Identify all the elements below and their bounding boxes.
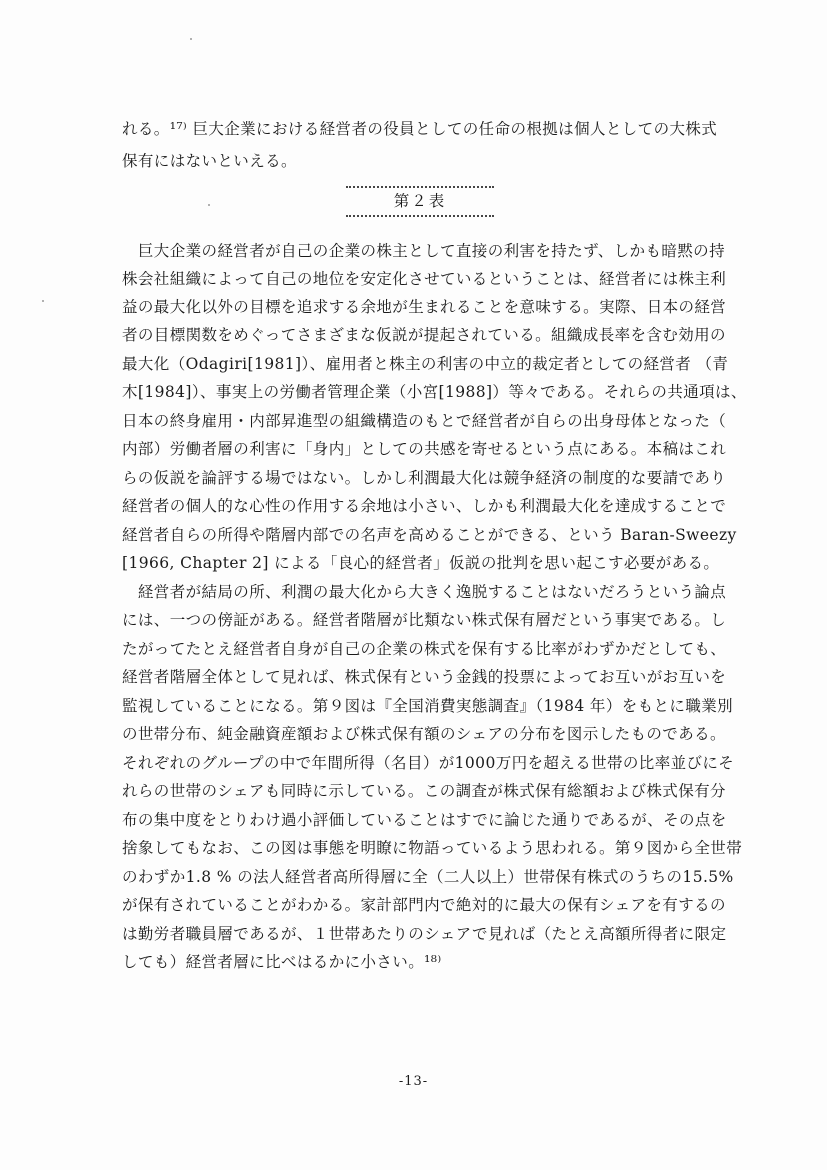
text-line: 布の集中度をとりわけ過小評価していることはすでに論じた通りであるが、その点を: [122, 811, 727, 829]
text-line: 者の目標関数をめぐってさまざまな仮説が提起されている。組織成長率を含む効用の: [122, 326, 726, 344]
text-line: れる。¹⁷⁾ 巨大企業における経営者の役員としての任命の根拠は個人としての大株式: [122, 120, 718, 138]
text-line: の世帯分布、純金融資産額および株式保有額のシェアの分布を図示したものである。: [122, 725, 726, 743]
text-line: らの仮説を論評する場ではない。しかし利潤最大化は競争経済の制度的な要請であり: [122, 469, 727, 487]
text-line: 木[1984]）、事実上の労働者管理企業（小宮[1988]）等々である。それらの共通項は、: [122, 383, 747, 401]
text-line: が保有されていることがわかる。家計部門内で絶対的に最大の保有シェアを有するの: [122, 896, 726, 914]
text-line: 内部）労働者層の利害に「身内」としての共感を寄せるという点にある。本稿はこれ: [122, 440, 727, 458]
text-line: 経営者の個人的な心性の作用する余地は小さい、しかも利潤最大化を達成することで: [122, 497, 727, 515]
text-line: 保有にはないといえる。: [122, 152, 297, 170]
text-line: には、一つの傍証がある。経営者階層が比類ない株式保有層だという事実である。し: [122, 611, 727, 629]
scan-speck: [42, 300, 44, 302]
text-line: 経営者自らの所得や階層内部での名声を高めることができる、という Baran-Sweezy: [122, 526, 737, 544]
text-line: 監視していることになる。第９図は『全国消費実態調査』（1984 年）をもとに職業別: [122, 697, 734, 715]
text-line: 捨象してもなお、この図は事態を明瞭に物語っているよう思われる。第９図から全世帯: [122, 839, 743, 857]
text-line: 巨大企業の経営者が自己の企業の株主として直接の利害を持たず、しかも暗黙の持: [122, 242, 725, 260]
text-line: 株会社組織によって自己の地位を安定化させているということは、経営者には株主利: [122, 270, 727, 288]
scan-speck: [208, 204, 210, 206]
text-line: それぞれのグループの中で年間所得（名目）が1000万円を超える世帯の比率並びにそ: [122, 754, 735, 772]
text-line: 最大化（Odagiri[1981]）、雇用者と株主の利害の中立的裁定者としての経営者 （青: [122, 355, 729, 373]
text-line: 経営者階層全体として見れば、株式保有という金銭的投票によってお互いがお互いを: [122, 668, 727, 686]
table-caption: 第２表: [393, 192, 447, 210]
text-line: 経営者が結局の所、利潤の最大化から大きく逸脱することはないだろうという論点: [122, 583, 727, 601]
text-line: のわずか1.8 % の法人経営者高所得層に全（二人以上）世帯保有株式のうちの15.5%: [122, 868, 734, 886]
text-line: たがってたとえ経営者自身が自己の企業の株式を保有する比率がわずかだとしても、: [122, 640, 727, 658]
text-line: 益の最大化以外の目標を追求する余地が生まれることを意味する。実際、日本の経営: [122, 298, 727, 316]
page-number: -13-: [398, 1074, 429, 1089]
table-caption-block: [340, 186, 500, 217]
text-line: 日本の終身雇用・内部昇進型の組織構造のもとで経営者が自らの出身母体となった（: [122, 412, 727, 430]
text-line: は勤労者職員層であるが、１世帯あたりのシェアで見れば（たとえ高額所得者に限定: [122, 925, 727, 943]
caption-bottom-rule: [346, 215, 494, 217]
text-line: れらの世帯のシェアも同時に示している。この調査が株式保有総額および株式保有分: [122, 782, 726, 800]
scan-speck: [190, 38, 192, 40]
text-line: しても）経営者層に比べはるかに小さい。¹⁸⁾: [122, 953, 442, 971]
text-line: [1966, Chapter 2] による「良心的経営者」仮説の批判を思い起こす必要がある。: [122, 554, 720, 572]
